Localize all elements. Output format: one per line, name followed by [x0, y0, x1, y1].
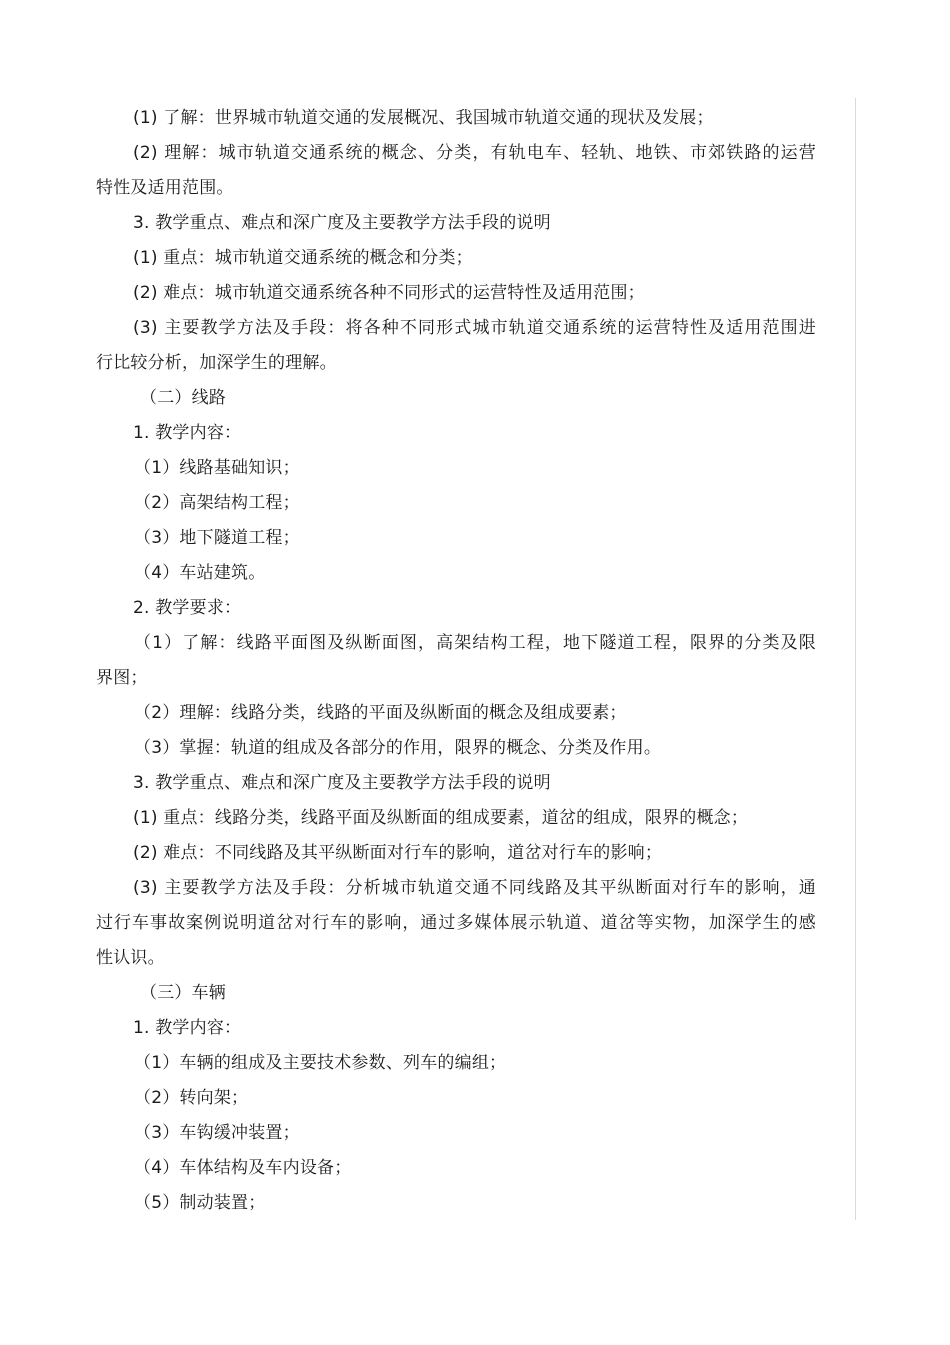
section-heading: 2. 教学要求：	[133, 598, 242, 618]
list-item: （2）高架结构工程；	[134, 493, 300, 513]
list-item: （4）车体结构及车内设备；	[134, 1158, 352, 1178]
text-line: 过行车事故案例说明道岔对行车的影响，通过多媒体展示轨道、道岔等实物，加深学生的感	[96, 913, 816, 933]
list-item: （3）掌握：轨道的组成及各部分的作用，限界的概念、分类及作用。	[134, 738, 662, 758]
text-line: 界图；	[96, 668, 148, 688]
list-item: （3）地下隧道工程；	[134, 528, 300, 548]
list-item: （5）制动装置；	[134, 1193, 266, 1213]
text-line: 性认识。	[96, 948, 165, 968]
list-item: （3）车钩缓冲装置；	[134, 1123, 300, 1143]
text-line: (1) 重点：线路分类，线路平面及纵断面的组成要素，道岔的组成，限界的概念；	[133, 808, 749, 828]
document-body	[96, 101, 816, 1221]
section-heading: 3. 教学重点、难点和深广度及主要教学方法手段的说明	[133, 773, 551, 793]
list-item: （1）线路基础知识；	[134, 458, 300, 478]
section-heading: 3. 教学重点、难点和深广度及主要教学方法手段的说明	[133, 213, 551, 233]
list-item: （1）了解：线路平面图及纵断面图，高架结构工程，地下隧道工程，限界的分类及限	[134, 633, 816, 653]
section-heading: 1. 教学内容：	[133, 1018, 242, 1038]
section-heading: 1. 教学内容：	[133, 423, 242, 443]
list-item: （4）车站建筑。	[134, 563, 266, 583]
text-line: 行比较分析，加深学生的理解。	[96, 353, 337, 373]
list-item: （1）车辆的组成及主要技术参数、列车的编组；	[134, 1053, 507, 1073]
chapter-heading: （二）线路	[140, 388, 226, 408]
text-line: (3) 主要教学方法及手段：将各种不同形式城市轨道交通系统的运营特性及适用范围进	[133, 318, 816, 338]
text-line: (2) 难点：城市轨道交通系统各种不同形式的运营特性及适用范围；	[133, 283, 645, 303]
text-line: 特性及适用范围。	[96, 178, 234, 198]
text-line: (2) 难点：不同线路及其平纵断面对行车的影响，道岔对行车的影响；	[133, 843, 663, 863]
page-edge-rule	[855, 98, 856, 1220]
text-line: (1) 重点：城市轨道交通系统的概念和分类；	[133, 248, 473, 268]
chapter-heading: （三）车辆	[140, 983, 226, 1003]
list-item: （2）理解：线路分类，线路的平面及纵断面的概念及组成要素；	[134, 703, 627, 723]
list-item: （2）转向架；	[134, 1088, 249, 1108]
text-line: (1) 了解：世界城市轨道交通的发展概况、我国城市轨道交通的现状及发展；	[133, 108, 714, 128]
text-line: (3) 主要教学方法及手段：分析城市轨道交通不同线路及其平纵断面对行车的影响，通	[133, 878, 816, 898]
text-line: (2) 理解：城市轨道交通系统的概念、分类，有轨电车、轻轨、地铁、市郊铁路的运营	[133, 143, 816, 163]
